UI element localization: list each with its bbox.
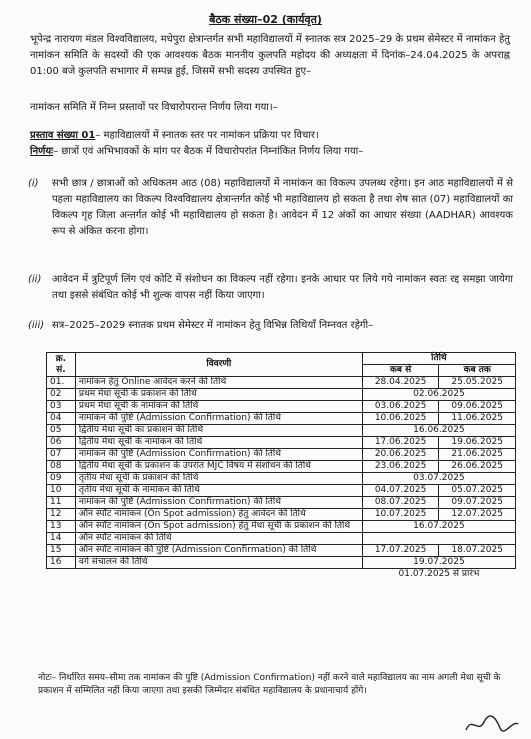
row-description: नामांकन की पुष्टि (Admission Confirmation) की तिथि: [75, 413, 362, 425]
row-date-from: 10.07.2025: [362, 509, 439, 521]
row-date-from: 17.06.2025: [362, 437, 439, 449]
row-serial: 06: [47, 437, 76, 449]
row-date-to: 09.06.2025: [439, 401, 516, 413]
point-text: सभी छात्र / छात्राओं को अधिकतम आठ (08) महाविद्यालयों में नामांकन का विकल्प उपलब्ध रहेगा। इन आठ महाविद्यालयों में से पहला महाविद्यालय का विकल्प विश्वविद्यालय क्षेत्रान्तर्गत कोई भी महाविद्यालय हो सकता है तथा शेष सात (07) महाविद्यालयों का विकल्प गृह जिला अन्तर्गत कोई भी महाविद्यालय हो सकता है। आवेदन में 12 अंकों का आधार संख्या (AADHAR) आवश्यक रूप से अंकित करना होगा।: [52, 178, 513, 237]
point-text: आवेदन में त्रुटिपूर्ण लिंग एवं कोटि में संशोधन का विकल्प नहीं रहेगा। इनके आधार पर लिये गये नामांकन स्वतः रद्द समझा जायेगा तथा इससे संबंधित कोई भी शुल्क वापस नहीं किया जाएगा।: [52, 274, 513, 301]
table-row: [47, 473, 516, 485]
proposal-text: – महाविद्यालयों में स्नातक स्तर पर नामांकन प्रक्रिया पर विचार।: [95, 130, 319, 141]
row-description: तृतीय मेधा सूची के नामांकन की तिथि: [75, 485, 362, 497]
table-row: [47, 533, 516, 545]
row-serial: 09: [47, 473, 76, 485]
table-row: [47, 389, 516, 401]
row-description: नामांकन हेतु Online आवेदन करने की तिथि: [75, 377, 362, 389]
row-date: 03.07.2025: [362, 473, 515, 485]
row-serial: 15: [47, 545, 76, 557]
row-serial: 08: [47, 461, 76, 473]
row-description: ऑन स्पॉट नामांकन की पुष्टि (Admission Confirmation) की तिथि: [75, 545, 362, 557]
row-description: द्वितीय मेधा सूची के नामांकन की तिथि: [75, 437, 362, 449]
table-row: [47, 485, 516, 497]
blank-cell: [47, 569, 363, 581]
row-serial: 04: [47, 413, 76, 425]
decision-text: – छात्रों एवं अभिभावकों के मांग पर बैठक में विचारोपरांत निम्नांकित निर्णय लिया गया–: [53, 146, 364, 157]
table-row: [47, 377, 516, 389]
row-date-to: 05.07.2025: [439, 485, 516, 497]
row-serial: 13: [47, 521, 76, 533]
header-date: तिथि: [362, 353, 515, 365]
row-serial: 11: [47, 497, 76, 509]
row-serial: 12: [47, 509, 76, 521]
row-date-to: 26.06.2025: [439, 461, 516, 473]
row-date: 02.06.2025: [362, 389, 515, 401]
row-date-to: 25.05.2025: [439, 377, 516, 389]
schedule-body: [47, 377, 516, 581]
note-text: नोटः– निर्धारित समय–सीमा तक नामांकन की पुष्टि (Admission Confirmation) नहीं करने वाले महाविद्यालय का नाम अगली मेधा सूची के प्रकाशन में सम्मिलित नहीं किया जाएगा तथा इसकी जिम्मेदार संबंधित महाविद्यालय के प्रधानाचार्य होंगे।: [38, 673, 501, 696]
table-row: [47, 545, 516, 557]
row-description: ऑन स्पॉट नामांकन (On Spot admission) हेतु मेधा सूची के प्रकाशन की तिथि: [75, 521, 362, 533]
point-3: [28, 318, 513, 334]
table-row: [47, 437, 516, 449]
row-description: वर्ग संचालन की तिथि: [75, 557, 362, 569]
table-row: [47, 509, 516, 521]
row-date-to: 09.07.2025: [439, 497, 516, 509]
row-description: नामांकन की पुष्टि (Admission Confirmation) की तिथि: [75, 449, 362, 461]
proposal-line: [30, 128, 510, 144]
row-date: 16.07.2025: [362, 521, 515, 533]
row-serial: 02: [47, 389, 76, 401]
row-description: प्रथम मेधा सूची के नामांकन की तिथि: [75, 401, 362, 413]
point-2: [28, 272, 513, 304]
header-to: कब तक: [439, 365, 516, 377]
meeting-title: बैठक संख्या–02 (कार्यवृत): [209, 13, 322, 26]
row-date-from: 03.06.2025: [362, 401, 439, 413]
table-row: [47, 413, 516, 425]
table-row: [47, 449, 516, 461]
table-row: [47, 497, 516, 509]
row-serial: 14: [47, 533, 76, 545]
row-serial: 01.: [47, 377, 76, 389]
row-description: तृतीय मेधा सूची के प्रकाशन की तिथि: [75, 473, 362, 485]
point-1: [28, 176, 513, 240]
signature-mark: [462, 712, 522, 736]
proposal-label: प्रस्ताव संख्या 01: [30, 130, 96, 141]
row-date-from: 23.06.2025: [362, 461, 439, 473]
table-row: [47, 569, 516, 581]
table-row: [47, 557, 516, 569]
row-date-to: 18.07.2025: [439, 545, 516, 557]
row-description: द्वितीय मेधा सूची के प्रकाशन के उपरांत MJC विषय में संशोधन की तिथि: [75, 461, 362, 473]
row-date-from: 04.07.2025: [362, 485, 439, 497]
table-row: [47, 521, 516, 533]
row-date-to: 12.07.2025: [439, 509, 516, 521]
point-number: (ii): [28, 274, 42, 285]
row-date-to: 19.06.2025: [439, 437, 516, 449]
header-sn: क्र. सं.: [47, 353, 76, 377]
row-date-from: 08.07.2025: [362, 497, 439, 509]
row-description: नामांकन की पुष्टि (Admission Confirmation) की तिथि: [75, 497, 362, 509]
row-serial: 05: [47, 425, 76, 437]
row-description: ऑन स्पॉट नामांकन की तिथि: [75, 533, 362, 545]
row-date-from: 10.06.2025: [362, 413, 439, 425]
row-description: द्वितीय मेधा सूची का प्रकाशन की तिथि: [75, 425, 362, 437]
table-row: [47, 401, 516, 413]
intro-paragraph: भूपेन्द्र नारायण मंडल विश्वविद्यालय, मधेपुरा क्षेत्रान्तर्गत सभी महाविद्यालयों में स्नातक सत्र 2025–29 के प्रथम सेमेस्टर में नामांकन हेतु नामांकन समिति के सदस्यों की एक आवश्यक बैठक माननीय कुलपति महोदय की अध्यक्षता में दिनांक–24.04.2025 के अपराह्न 01:00 बजे कुलपति सभागार में सम्पन्न हुई, जिसमें सभी सदस्य उपस्थित हुए–: [30, 34, 510, 77]
row-description: प्रथम मेधा सूची के प्रकाशन की तिथि: [75, 389, 362, 401]
row-serial: 03: [47, 401, 76, 413]
row-serial: 16: [47, 557, 76, 569]
header-from: कब से: [362, 365, 439, 377]
point-text: सत्र–2025–2029 स्नातक प्रथम सेमेस्टर में नामांकन हेतु विभिन्न तिथियाँ निम्नवत रहेगी–: [52, 320, 374, 331]
decision-label: निर्णयः: [30, 146, 54, 157]
header-description: विवरणी: [75, 353, 362, 377]
row-date: 16.06.2025: [362, 425, 515, 437]
point-number: (i): [28, 178, 39, 189]
class-start-date: 01.07.2025 से प्रारंभ: [398, 569, 480, 579]
row-date-to: 11.06.2025: [439, 413, 516, 425]
row-date-from: 28.04.2025: [362, 377, 439, 389]
row-serial: 07: [47, 449, 76, 461]
table-row: [47, 425, 516, 437]
row-date-from: 20.06.2025: [362, 449, 439, 461]
row-date-from: 17.07.2025: [362, 545, 439, 557]
point-number: (iii): [28, 320, 45, 331]
table-row: [47, 461, 516, 473]
row-date: 19.07.2025: [362, 557, 515, 569]
row-date-to: 21.06.2025: [439, 449, 516, 461]
row-serial: 10: [47, 485, 76, 497]
decision-line: [30, 144, 510, 160]
committee-line: नामांकन समिति में निम्न प्रस्तावों पर विचारोपरान्त निर्णय लिया गया।–: [30, 102, 278, 113]
row-date: [362, 533, 515, 545]
schedule-table: [46, 352, 516, 580]
row-description: ऑन स्पॉट नामांकन (On Spot admission) हेतु आवेदन की तिथि: [75, 509, 362, 521]
